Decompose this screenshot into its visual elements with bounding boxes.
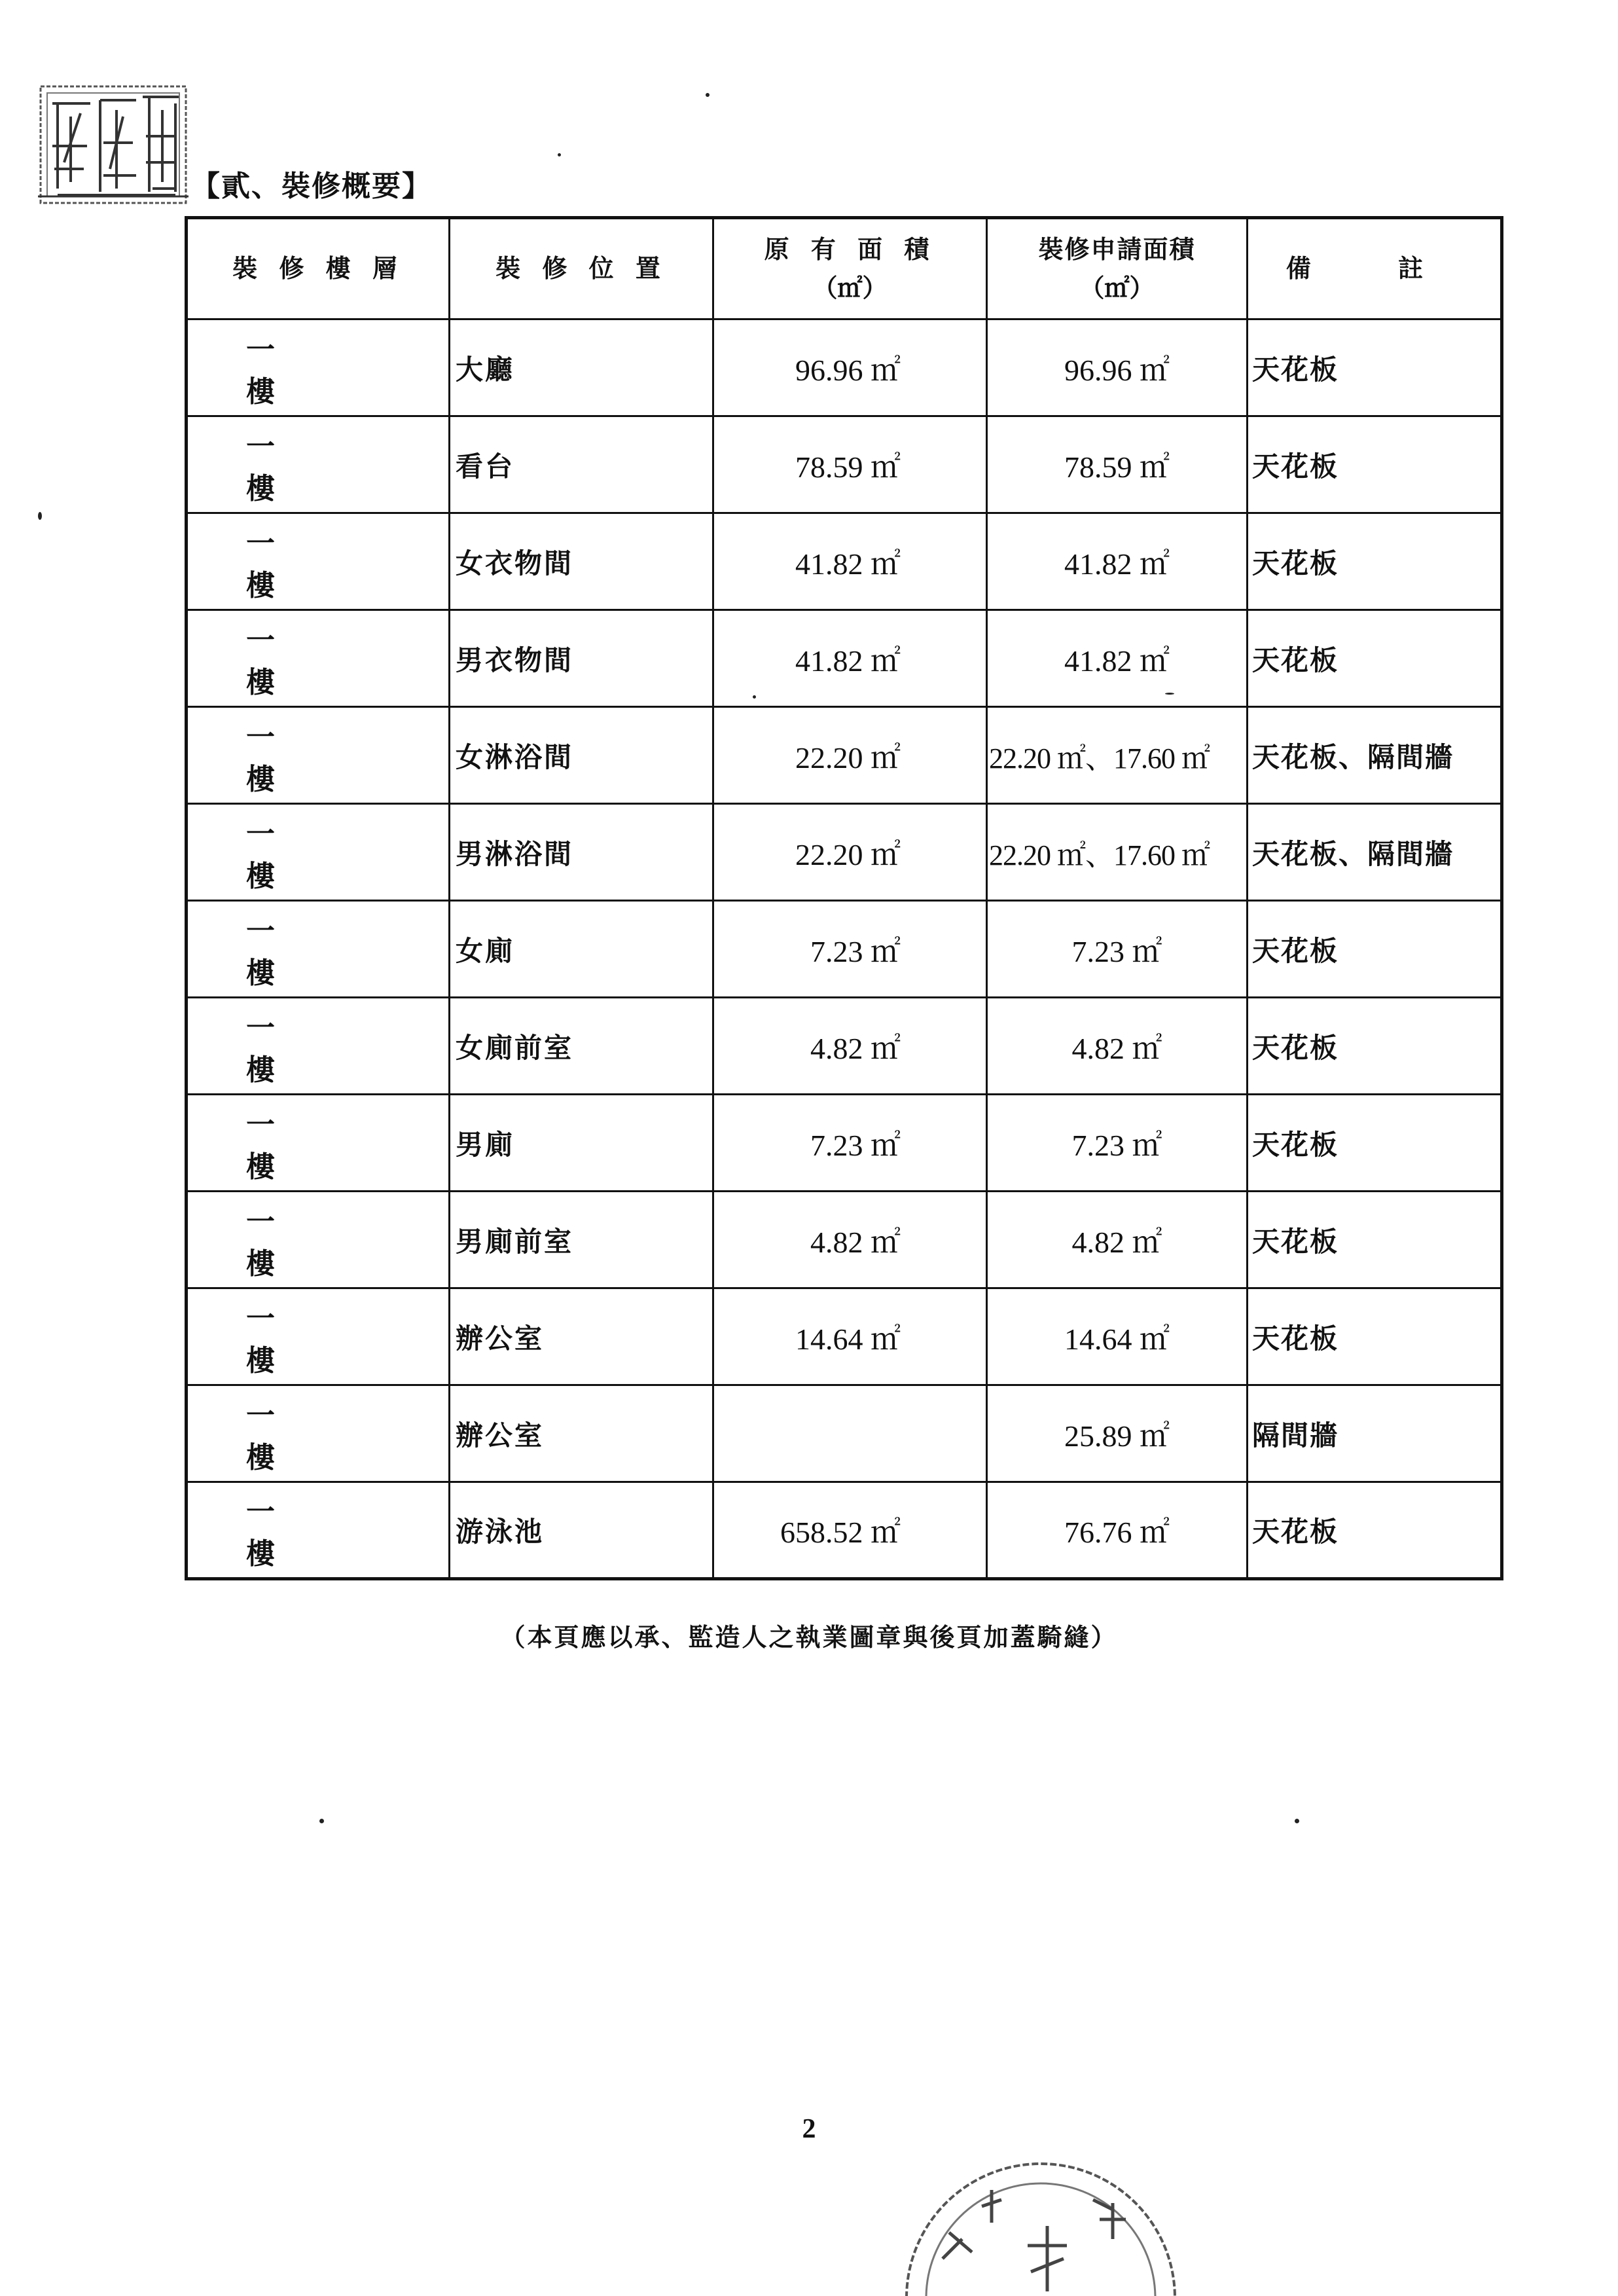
cell-floor bbox=[187, 1288, 450, 1385]
cell-original-area: 7.23 ㎡ bbox=[713, 1095, 987, 1192]
cell-requested-area: 41.82 ㎡ bbox=[987, 513, 1248, 610]
cell-floor bbox=[187, 1192, 450, 1288]
cell-floor bbox=[187, 416, 450, 513]
table-row bbox=[187, 1385, 1502, 1482]
cell-location: 女衣物間 bbox=[450, 513, 713, 610]
cell-original-area: 41.82 ㎡ bbox=[713, 610, 987, 707]
floor-text: 一樓 bbox=[246, 1205, 339, 1281]
cell-remarks: 天花板 bbox=[1248, 998, 1502, 1095]
cell-original-area: 96.96 ㎡ bbox=[713, 319, 987, 416]
cell-floor bbox=[187, 319, 450, 416]
cell-requested-area: 22.20 ㎡、17.60 ㎡ bbox=[987, 804, 1248, 901]
table-row bbox=[187, 998, 1502, 1095]
cell-original-area: 4.82 ㎡ bbox=[713, 998, 987, 1095]
floor-text: 一樓 bbox=[246, 623, 339, 699]
floor-text: 一樓 bbox=[246, 914, 339, 990]
table-row bbox=[187, 513, 1502, 610]
header-remarks: 備 註 bbox=[1248, 218, 1502, 319]
table-row bbox=[187, 416, 1502, 513]
cell-location: 男衣物間 bbox=[450, 610, 713, 707]
floor-text: 一樓 bbox=[246, 526, 339, 602]
cell-remarks: 天花板 bbox=[1248, 610, 1502, 707]
cell-location: 女淋浴間 bbox=[450, 707, 713, 804]
header-original-area-label: 原 有 面 積 bbox=[764, 234, 936, 264]
cell-floor bbox=[187, 513, 450, 610]
scan-speck bbox=[558, 153, 561, 156]
cell-location: 辦公室 bbox=[450, 1385, 713, 1482]
cell-location: 大廳 bbox=[450, 319, 713, 416]
cell-remarks: 隔間牆 bbox=[1248, 1385, 1502, 1482]
floor-text: 一樓 bbox=[246, 1302, 339, 1377]
cell-floor bbox=[187, 707, 450, 804]
cell-floor bbox=[187, 804, 450, 901]
cell-remarks: 天花板 bbox=[1248, 513, 1502, 610]
cell-floor bbox=[187, 1385, 450, 1482]
scan-speck bbox=[319, 1819, 324, 1823]
cell-original-area: 41.82 ㎡ bbox=[713, 513, 987, 610]
page-number: 2 bbox=[802, 2114, 816, 2144]
floor-text: 一樓 bbox=[246, 1398, 339, 1474]
header-original-area bbox=[713, 218, 987, 319]
cell-original-area: 22.20 ㎡ bbox=[713, 804, 987, 901]
cell-requested-area: 25.89 ㎡ bbox=[987, 1385, 1248, 1482]
table-row bbox=[187, 1192, 1502, 1288]
cell-remarks: 天花板 bbox=[1248, 1192, 1502, 1288]
seal-stamp-square bbox=[38, 77, 189, 206]
renovation-summary-table bbox=[185, 216, 1503, 1580]
table-row bbox=[187, 901, 1502, 998]
cell-requested-area: 78.59 ㎡ bbox=[987, 416, 1248, 513]
cell-requested-area: 7.23 ㎡ bbox=[987, 901, 1248, 998]
cell-location: 看台 bbox=[450, 416, 713, 513]
cell-requested-area: 7.23 ㎡ bbox=[987, 1095, 1248, 1192]
header-floor: 裝 修 樓 層 bbox=[187, 218, 450, 319]
table-header-row bbox=[187, 218, 1502, 319]
cell-original-area: 78.59 ㎡ bbox=[713, 416, 987, 513]
cell-floor bbox=[187, 1482, 450, 1579]
section-title: 【貳、裝修概要】 bbox=[191, 170, 432, 203]
cell-requested-area: 76.76 ㎡ bbox=[987, 1482, 1248, 1579]
cell-remarks: 天花板 bbox=[1248, 1482, 1502, 1579]
cell-requested-area: 41.82 ㎡ bbox=[987, 610, 1248, 707]
scan-speck bbox=[753, 695, 756, 699]
cell-floor bbox=[187, 610, 450, 707]
cell-location: 游泳池 bbox=[450, 1482, 713, 1579]
floor-text: 一樓 bbox=[246, 1495, 339, 1571]
table-row bbox=[187, 319, 1502, 416]
floor-text: 一樓 bbox=[246, 720, 339, 796]
cell-floor bbox=[187, 1095, 450, 1192]
header-requested-area-unit: （㎡） bbox=[1079, 272, 1155, 302]
floor-text: 一樓 bbox=[246, 333, 339, 409]
cell-remarks: 天花板 bbox=[1248, 1095, 1502, 1192]
scan-speck bbox=[706, 93, 710, 97]
table-row bbox=[187, 1095, 1502, 1192]
table-row bbox=[187, 707, 1502, 804]
floor-text: 一樓 bbox=[246, 1011, 339, 1087]
scan-speck bbox=[38, 512, 42, 520]
header-requested-area bbox=[987, 218, 1248, 319]
floor-text: 一樓 bbox=[246, 817, 339, 893]
table-row bbox=[187, 1482, 1502, 1579]
table-row bbox=[187, 804, 1502, 901]
cell-original-area: 14.64 ㎡ bbox=[713, 1288, 987, 1385]
cell-remarks: 天花板 bbox=[1248, 416, 1502, 513]
cell-remarks: 天花板 bbox=[1248, 1288, 1502, 1385]
seal-stamp-round bbox=[903, 2160, 1178, 2296]
cell-location: 女廁前室 bbox=[450, 998, 713, 1095]
cell-remarks: 天花板、隔間牆 bbox=[1248, 707, 1502, 804]
cell-remarks: 天花板 bbox=[1248, 319, 1502, 416]
cell-requested-area: 22.20 ㎡、17.60 ㎡ bbox=[987, 707, 1248, 804]
cell-floor bbox=[187, 901, 450, 998]
table-row bbox=[187, 1288, 1502, 1385]
cell-original-area bbox=[713, 1385, 987, 1482]
cell-requested-area: 4.82 ㎡ bbox=[987, 1192, 1248, 1288]
scan-speck bbox=[1165, 693, 1174, 695]
cell-location: 女廁 bbox=[450, 901, 713, 998]
cell-original-area: 7.23 ㎡ bbox=[713, 901, 987, 998]
floor-text: 一樓 bbox=[246, 429, 339, 505]
header-requested-area-label: 裝修申請面積 bbox=[1038, 234, 1196, 264]
header-location: 裝 修 位 置 bbox=[450, 218, 713, 319]
floor-text: 一樓 bbox=[246, 1108, 339, 1184]
cell-location: 男廁 bbox=[450, 1095, 713, 1192]
cell-original-area: 658.52 ㎡ bbox=[713, 1482, 987, 1579]
header-original-area-unit: （㎡） bbox=[812, 272, 888, 302]
cell-requested-area: 4.82 ㎡ bbox=[987, 998, 1248, 1095]
cell-original-area: 4.82 ㎡ bbox=[713, 1192, 987, 1288]
footnote: （本頁應以承、監造人之執業圖章與後頁加蓋騎縫） bbox=[500, 1622, 1118, 1652]
cell-remarks: 天花板 bbox=[1248, 901, 1502, 998]
cell-requested-area: 96.96 ㎡ bbox=[987, 319, 1248, 416]
cell-location: 辦公室 bbox=[450, 1288, 713, 1385]
cell-remarks: 天花板、隔間牆 bbox=[1248, 804, 1502, 901]
cell-requested-area: 14.64 ㎡ bbox=[987, 1288, 1248, 1385]
cell-floor bbox=[187, 998, 450, 1095]
cell-original-area: 22.20 ㎡ bbox=[713, 707, 987, 804]
cell-location: 男廁前室 bbox=[450, 1192, 713, 1288]
table-row bbox=[187, 610, 1502, 707]
scan-speck bbox=[1295, 1819, 1299, 1823]
cell-location: 男淋浴間 bbox=[450, 804, 713, 901]
